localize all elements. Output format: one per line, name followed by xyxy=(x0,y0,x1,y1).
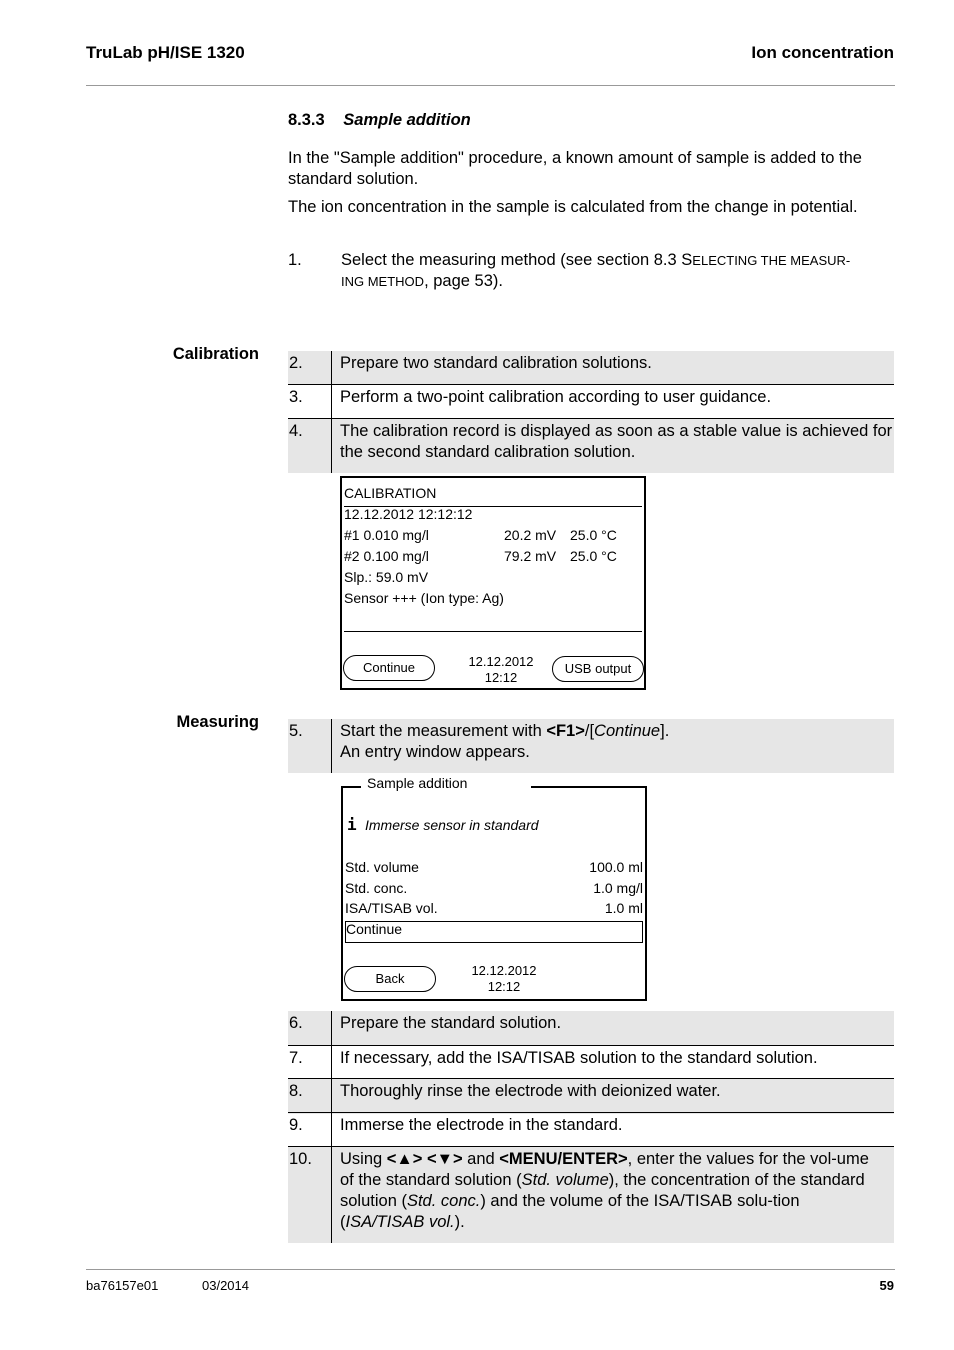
sample-addition-screen xyxy=(341,775,647,1001)
cal-row-label: #1 0.010 mg/l xyxy=(344,527,429,543)
info-icon: i xyxy=(347,815,357,834)
step-row: 8. Thoroughly rinse the electrode with deionized water. xyxy=(288,1078,894,1114)
field-value[interactable]: 1.0 ml xyxy=(604,900,643,916)
screen-title: CALIBRATION xyxy=(344,485,437,501)
field-value[interactable]: 1.0 mg/l xyxy=(593,880,643,896)
sidebar-measuring: Measuring xyxy=(176,713,259,731)
continue-button[interactable]: Continue xyxy=(343,655,435,681)
sidebar-calibration: Calibration xyxy=(172,345,259,363)
footer-date: 03/2014 xyxy=(202,1278,249,1293)
step-row: 6. Prepare the standard solution. xyxy=(288,1011,894,1046)
field-label: Std. volume xyxy=(345,859,419,875)
field-value[interactable]: 100.0 ml xyxy=(589,859,643,875)
calibration-screen xyxy=(340,476,646,690)
step-row: 7. If necessary, add the ISA/TISAB solution to the standard solution. xyxy=(288,1045,894,1080)
screen-title: Sample addition xyxy=(361,775,531,791)
step-row: 2. Prepare two standard calibration solutions. xyxy=(288,351,894,385)
screen-datetime: 12.12.2012 12:12:12 xyxy=(344,506,473,522)
header-left: TruLab pH/ISE 1320 xyxy=(86,43,245,62)
step-row: 9. Immerse the electrode in the standard. xyxy=(288,1112,894,1148)
step-1-number: 1. xyxy=(288,251,302,269)
cal-row-mv: 20.2 mV xyxy=(504,527,557,543)
field-label: Std. conc. xyxy=(345,880,408,896)
sensor-status: Sensor +++ (Ion type: Ag) xyxy=(344,590,504,606)
step-row: 4. The calibration record is displayed as soon as a stable value is achieved for the second standard calibration solution. xyxy=(288,418,894,473)
cal-row-temp: 25.0 °C xyxy=(570,527,617,543)
step-10-text: Using <▲> <▼> and <MENU/ENTER>, enter the values for the vol-ume of the standard solution (Std. volume), the concentration of the standard solution (Std. conc.) and the volume of the ISA/TISAB solu-tion (ISA/TISAB vol.). xyxy=(340,1150,869,1231)
header-rule xyxy=(86,85,895,86)
cal-row-mv: 79.2 mV xyxy=(504,548,557,564)
section-title: Sample addition xyxy=(343,111,471,129)
screen-clock: 12.12.2012 12:12 xyxy=(468,654,534,685)
page-number: 59 xyxy=(879,1278,894,1293)
usb-output-button[interactable]: USB output xyxy=(552,656,644,682)
continue-selection[interactable]: Continue xyxy=(345,921,643,943)
screen-clock: 12.12.2012 12:12 xyxy=(471,963,537,994)
field-label: ISA/TISAB vol. xyxy=(345,900,438,916)
step-1-text: Select the measuring method (see section 8.3 SELECTING THE MEASUR- ING METHOD, page 53). xyxy=(341,251,851,290)
back-button[interactable]: Back xyxy=(344,966,436,992)
cal-row-temp: 25.0 °C xyxy=(570,548,617,564)
section-number: 8.3.3 xyxy=(288,111,325,129)
footer-rule xyxy=(86,1269,895,1270)
step-row: 10. Using <▲> <▼> and <MENU/ENTER>, enter the values for the vol-ume of the standard solution (Std. volume), the concentration of the standard solution (Std. conc.) and the volume of the ISA/TISAB solu-tion (ISA/TISAB vol.). xyxy=(288,1146,894,1243)
cal-row-label: #2 0.100 mg/l xyxy=(344,548,429,564)
step-row: 5. Start the measurement with <F1>/[Continue]. An entry window appears. xyxy=(288,719,894,773)
footer-doc-id: ba76157e01 xyxy=(86,1278,159,1293)
section-heading xyxy=(288,111,471,130)
step-row: 3. Perform a two-point calibration according to user guidance. xyxy=(288,384,894,420)
slope-value: Slp.: 59.0 mV xyxy=(344,569,429,585)
header-right: Ion concentration xyxy=(751,43,894,62)
intro-paragraph-2: The ion concentration in the sample is calculated from the change in potential. xyxy=(288,198,858,216)
step-5-text: Start the measurement with <F1>/[Continue]. An entry window appears. xyxy=(340,722,670,761)
intro-paragraph-1: In the "Sample addition" procedure, a known amount of sample is added to the standard solution. xyxy=(288,149,862,188)
info-message: Immerse sensor in standard xyxy=(365,817,539,833)
